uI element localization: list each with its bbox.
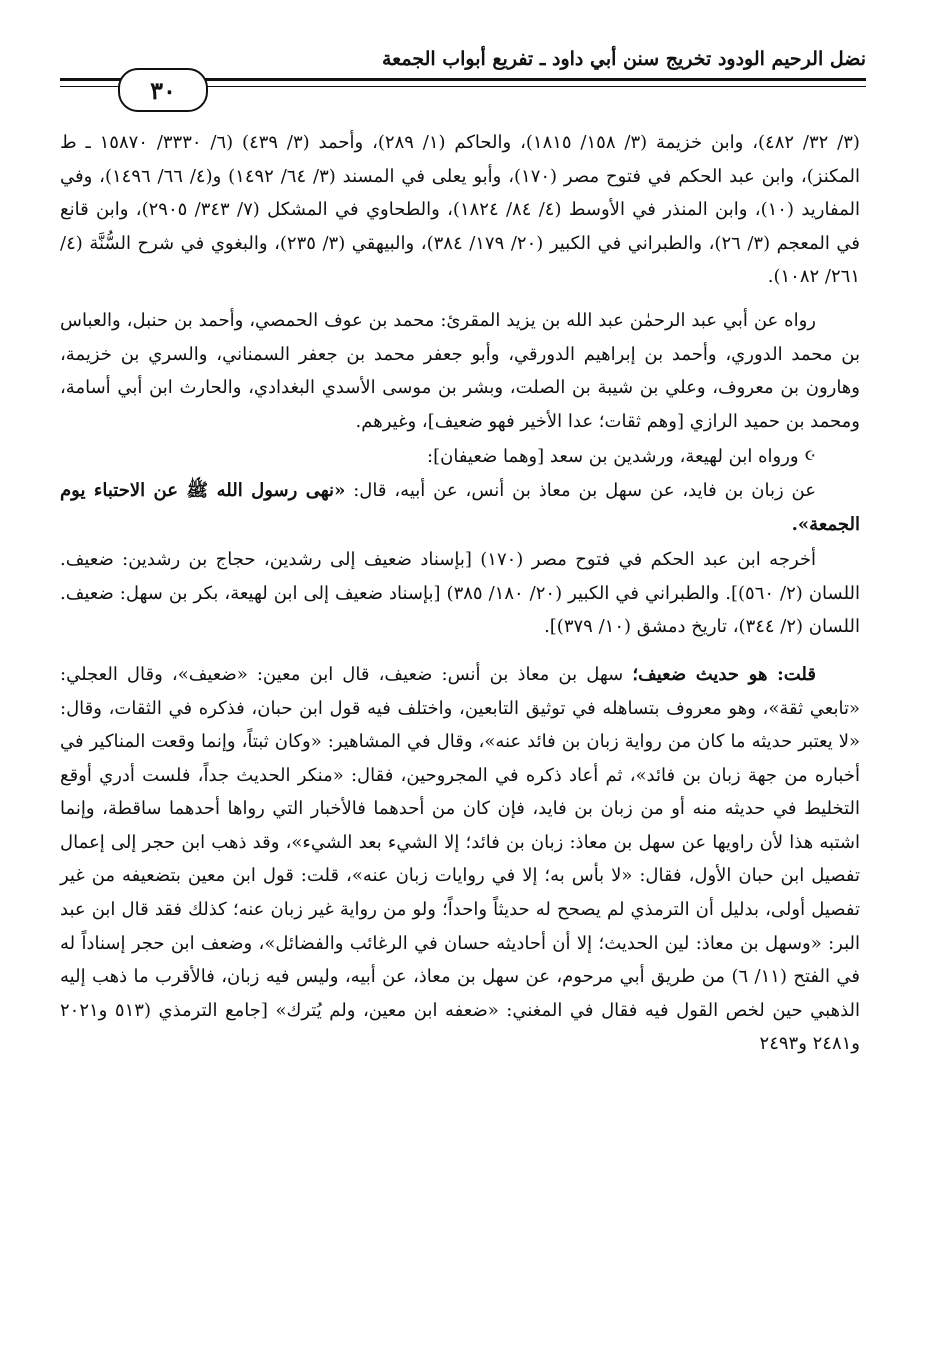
hadith-text: «نهى رسول الله ﷺ عن الاحتباء يوم الجمعة».: [60, 479, 860, 535]
hadith-paragraph: [60, 474, 860, 541]
commentary-text: سهل بن معاذ بن أنس: ضعيف، قال ابن معين: «ضعيف»، وقال العجلي: «تابعي ثقة»، وهو معروف بتساهله في توثيق التابعين، واختلف فيه قول ابن حبان، فذكره في الثقات، وقال: «لا يعتبر حديثه ما كان من رواية زبان بن فائد عنه»، وقال في المشاهير: «وكان ثبتاً، وإنما وقعت المناكير في أخباره من جهة زبان بن فائد»، ثم أعاد ذكره في المجروحين، فقال: «منكر الحديث جداً، فلست أدري أوقع التخليط في حديثه منه أو من زبان بن فايد، فإن كان من أحدهما فالأخبار التي رواها أحدهما ساقطة، وإنما اشتبه هذا لأن راويها عن سهل بن معاذ: زبان بن فائد؛ إلا الشيء بعد الشيء»، وقد ذهب ابن حجر إلى إعمال تفصيل ابن حبان الأول، فقال: «لا بأس به؛ إلا في روايات زبان عنه»، قلت: قول ابن معين بتضعيفه من غير تفصيل أولى، بدليل أن الترمذي لم يصحح له حديثاً واحداً؛ ولو من رواية غير زبان عنه؛ كذلك فقد قال ابن عبد البر: «وسهل بن معاذ: لين الحديث؛ إلا أن أحاديثه حسان في الرغائب والفضائل»، وضعف ابن حجر إسناداً له في الفتح (١١/ ٦) من طريق أبي مرحوم، عن سهل بن معاذ، عن أبيه، وليس فيه زبان، فالأقرب ما ذهب إليه الذهبي حين لخص القول فيه فقال في المغني: «ضعفه ابن معين، ولم يُترك» [جامع الترمذي (٥١٣ و٢٠٢١ و٢٤٨١ و٢٤٩٣: [60, 663, 860, 1055]
crescent-bullet-icon: ☪: [804, 449, 816, 465]
page-number-badge: [118, 68, 208, 112]
takhrij-paragraph: أخرجه ابن عبد الحكم في فتوح مصر (١٧٠) [بإسناد ضعيف إلى رشدين، حجاج بن رشدين: ضعيف. اللسان (٢/ ٥٦٠)]. والطبراني في الكبير (٢٠/ ١٨٠/ ٣٨٥) [بإسناد ضعيف إلى ابن لهيعة، بكر بن سهل: ضعيف. اللسان (٢/ ٣٤٤)، تاريخ دمشق (١٠/ ٣٧٩)].: [60, 549, 861, 638]
commentary-paragraph: [60, 658, 860, 1061]
commentary-label: قلت: هو حديث ضعيف؛: [632, 663, 816, 685]
page-body: [60, 126, 860, 1061]
weak-chain-paragraph: [60, 440, 860, 474]
citation-paragraph: (٣/ ٣٢/ ٤٨٢)، وابن خزيمة (٣/ ١٥٨/ ١٨١٥)، والحاكم (١/ ٢٨٩)، وأحمد (٣/ ٤٣٩) (٦/ ٣٣٣٠/ ١٥٨٧٠ ـ ط المكنز)، وابن عبد الحكم في فتوح مصر (١٧٠)، وأبو يعلى في المسند (٣/ ٦٤/ ١٤٩٢) و(٤/ ٦٦/ ١٤٩٦)، وفي المفاريد (١٠)، وابن المنذر في الأوسط (٤/ ٨٤/ ١٨٢٤)، والطحاوي في المشكل (٧/ ٣٤٣/ ٢٩٠٥)، وابن قانع في المعجم (٣/ ٢٦)، والطبراني في الكبير (٢٠/ ١٧٩/ ٣٨٤)، والبيهقي (٣/ ٢٣٥)، والبغوي في شرح السُّنَّة (٤/ ٢٦١/ ١٠٨٢).: [60, 132, 860, 288]
narrators-paragraph: رواه عن أبي عبد الرحمٰن عبد الله بن يزيد المقرئ: محمد بن عوف الحمصي، وأحمد بن حنبل، والعباس بن محمد الدوري، وأحمد بن إبراهيم الدورقي، وأبو جعفر محمد بن جعفر السمناني، والسري بن خزيمة، وهارون بن معروف، وعلي بن شيبة بن الصلت، وبشر بن موسى الأسدي البغدادي، والحارث ابن أبي أسامة، ومحمد بن حميد الرازي [وهم ثقات؛ عدا الأخير فهو ضعيف]، وغيرهم.: [60, 309, 860, 432]
page-header: [60, 36, 866, 116]
page-number: ٣٠: [150, 75, 176, 105]
running-title: نضل الرحيم الودود تخريج سنن أبي داود ـ تفريع أبواب الجمعة: [381, 48, 866, 70]
weak-chain-text: ورواه ابن لهيعة، ورشدين بن سعد [وهما ضعيفان]:: [427, 446, 799, 468]
hadith-chain: عن زبان بن فايد، عن سهل بن معاذ بن أنس، عن أبيه، قال:: [345, 479, 816, 501]
